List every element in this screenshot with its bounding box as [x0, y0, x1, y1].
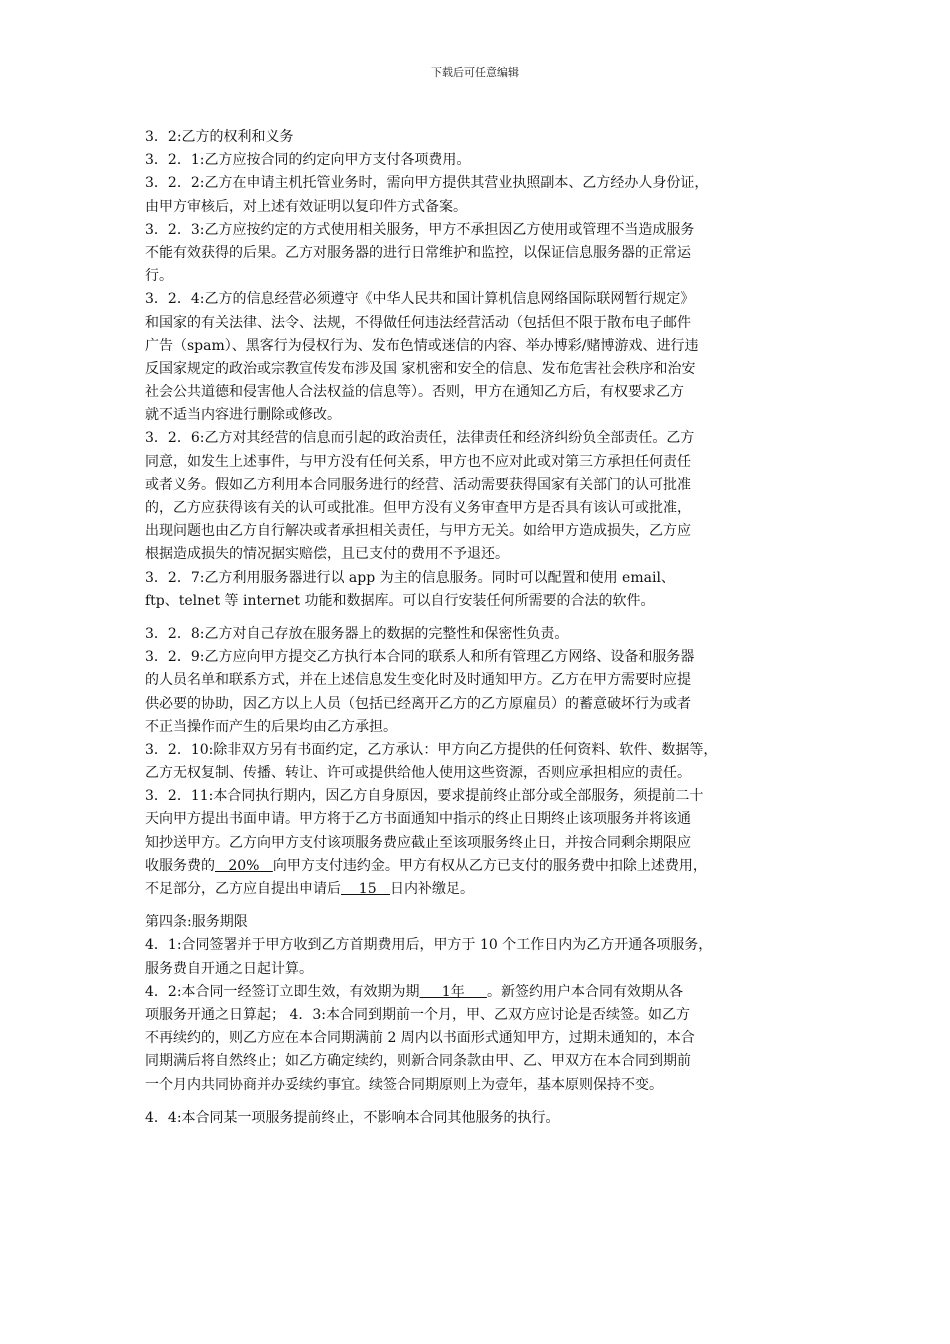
underlined-blank: 15 — [341, 881, 390, 897]
text-segment: 不足部分，乙方应自提出申请后 — [145, 881, 341, 897]
text-segment: 日内补缴足。 — [389, 881, 474, 897]
text-line: 出现问题也由乙方自行解决或者承担相关责任，与甲方无关。如给甲方造成损失，乙方应 — [145, 523, 691, 540]
text-line: 不再续约的，则乙方应在本合同期满前 2 周内以书面形式通知甲方，过期未通知的，本合 — [145, 1030, 695, 1047]
text-line: 3．2．8:乙方对自己存放在服务器上的数据的完整性和保密性负责。 — [145, 625, 569, 642]
text-line: 3．2．2:乙方在申请主机托管业务时，需向甲方提供其营业执照副本、乙方经办人身份证， — [145, 175, 709, 192]
paragraph-gap — [145, 901, 817, 911]
text-segment: 收服务费的 — [145, 857, 215, 874]
text-line: 就不适当内容进行删除或修改。 — [145, 407, 341, 424]
text-line: 第四条:服务期限 — [145, 914, 248, 931]
underlined-blank: 20% — [215, 857, 273, 874]
text-line: 由甲方审核后，对上述有效证明以复印件方式备案。 — [145, 198, 467, 215]
text-line: 反国家规定的政治或宗教宣传发布涉及国 家机密和安全的信息、发布危害社会秩序和治安 — [145, 360, 696, 377]
text-line: 不正当操作而产生的后果均由乙方承担。 — [145, 718, 397, 735]
text-line: 行。 — [145, 268, 173, 285]
text-line: 3．2．1:乙方应按合同的约定向甲方支付各项费用。 — [145, 152, 471, 169]
text-line: 和国家的有关法律、法令、法规，不得做任何违法经营活动（包括但不限于散布电子邮件 — [145, 314, 691, 331]
text-line: 社会公共道德和侵害他人合法权益的信息等）。否则，甲方在通知乙方后，有权要求乙方 — [145, 384, 684, 401]
text-line — [145, 878, 817, 901]
text-line: 天向甲方提出书面申请。甲方将于乙方书面通知中指示的终止日期终止该项服务并将该通 — [145, 811, 691, 828]
text-line — [145, 855, 817, 878]
document-body — [145, 126, 817, 1130]
page-header: 下载后可任意编辑 — [431, 66, 519, 79]
text-line: 乙方无权复制、传播、转让、许可或提供给他人使用这些资源，否则应承担相应的责任。 — [145, 765, 691, 782]
text-line — [145, 981, 817, 1004]
text-line: 不能有效获得的后果。乙方对服务器的进行日常维护和监控，以保证信息服务器的正常运 — [145, 244, 691, 261]
text-line: 同期满后将自然终止；如乙方确定续约，则新合同条款由甲、乙、甲双方在本合同到期前 — [145, 1053, 691, 1070]
text-line: 项服务开通之日算起； 4．3:本合同到期前一个月，甲、乙双方应讨论是否续签。如乙方 — [145, 1006, 690, 1023]
text-line: 根据造成损失的情况据实赔偿，且已支付的费用不予退还。 — [145, 546, 509, 563]
text-line: 的，乙方应获得该有关的认可或批准。但甲方没有义务审查甲方是否具有该认可或批准， — [145, 500, 691, 516]
underlined-blank: 1年 — [419, 983, 487, 1000]
text-segment: 向甲方支付违约金。甲方有权从乙方已支付的服务费中扣除上述费用， — [272, 857, 707, 874]
text-line: 广告（spam）、黑客行为侵权行为、发布色情或迷信的内容、举办博彩/赌博游戏、进行违 — [145, 337, 699, 354]
text-line: 3．2．11:本合同执行期内，因乙方自身原因，要求提前终止部分或全部服务，须提前二十 — [145, 788, 704, 805]
text-line: 服务费自开通之日起计算。 — [145, 960, 313, 977]
text-line: 3．2．4:乙方的信息经营必须遵守《中华人民共和国计算机信息网络国际联网暂行规定》 — [145, 291, 695, 308]
text-segment: 。新签约用户本合同有效期从各 — [486, 983, 683, 1000]
text-line: 一个月内共同协商并办妥续约事宜。续签合同期原则上为壹年，基本原则保持不变。 — [145, 1076, 663, 1093]
text-line: 3．2．7:乙方利用服务器进行以 app 为主的信息服务。同时可以配置和使用 email、 — [145, 569, 675, 586]
text-line: 3．2．9:乙方应向甲方提交乙方执行本合同的联系人和所有管理乙方网络、设备和服务器 — [145, 649, 695, 666]
text-line: 3．2．10:除非双方另有书面约定，乙方承认：甲方向乙方提供的任何资料、软件、数据等， — [145, 741, 718, 758]
text-line: 或者义务。假如乙方利用本合同服务进行的经营、活动需要获得国家有关部门的认可批准 — [145, 476, 691, 493]
text-line: 的人员名单和联系方式，并在上述信息发生变化时及时通知甲方。乙方在甲方需要时应提 — [145, 672, 691, 689]
text-line: 知抄送甲方。乙方向甲方支付该项服务费应截止至该项服务终止日，并按合同剩余期限应 — [145, 834, 691, 851]
paragraph-gap — [145, 1097, 817, 1107]
paragraph-gap — [145, 613, 817, 623]
text-line: ftp、telnet 等 internet 功能和数据库。可以自行安装任何所需要的合法的软件。 — [145, 592, 655, 609]
text-line: 3．2．3:乙方应按约定的方式使用相关服务，甲方不承担因乙方使用或管理不当造成服务 — [145, 221, 695, 238]
text-line: 4．1:合同签署并于甲方收到乙方首期费用后，甲方于 10 个工作日内为乙方开通各项服务， — [145, 937, 713, 954]
text-line: 供必要的协助，因乙方以上人员（包括已经离开乙方的乙方原雇员）的蓄意破坏行为或者 — [145, 695, 691, 712]
text-line: 3．2:乙方的权利和义务 — [145, 129, 294, 145]
text-line: 4．4:本合同某一项服务提前终止，不影响本合同其他服务的执行。 — [145, 1109, 560, 1126]
text-segment: 4．2:本合同一经签订立即生效，有效期为期 — [145, 983, 420, 1000]
text-line: 同意，如发生上述事件，与甲方没有任何关系，甲方也不应对此或对第三方承担任何责任 — [145, 453, 691, 470]
text-line: 3．2．6:乙方对其经营的信息而引起的政治责任，法律责任和经济纠纷负全部责任。乙方 — [145, 430, 695, 447]
